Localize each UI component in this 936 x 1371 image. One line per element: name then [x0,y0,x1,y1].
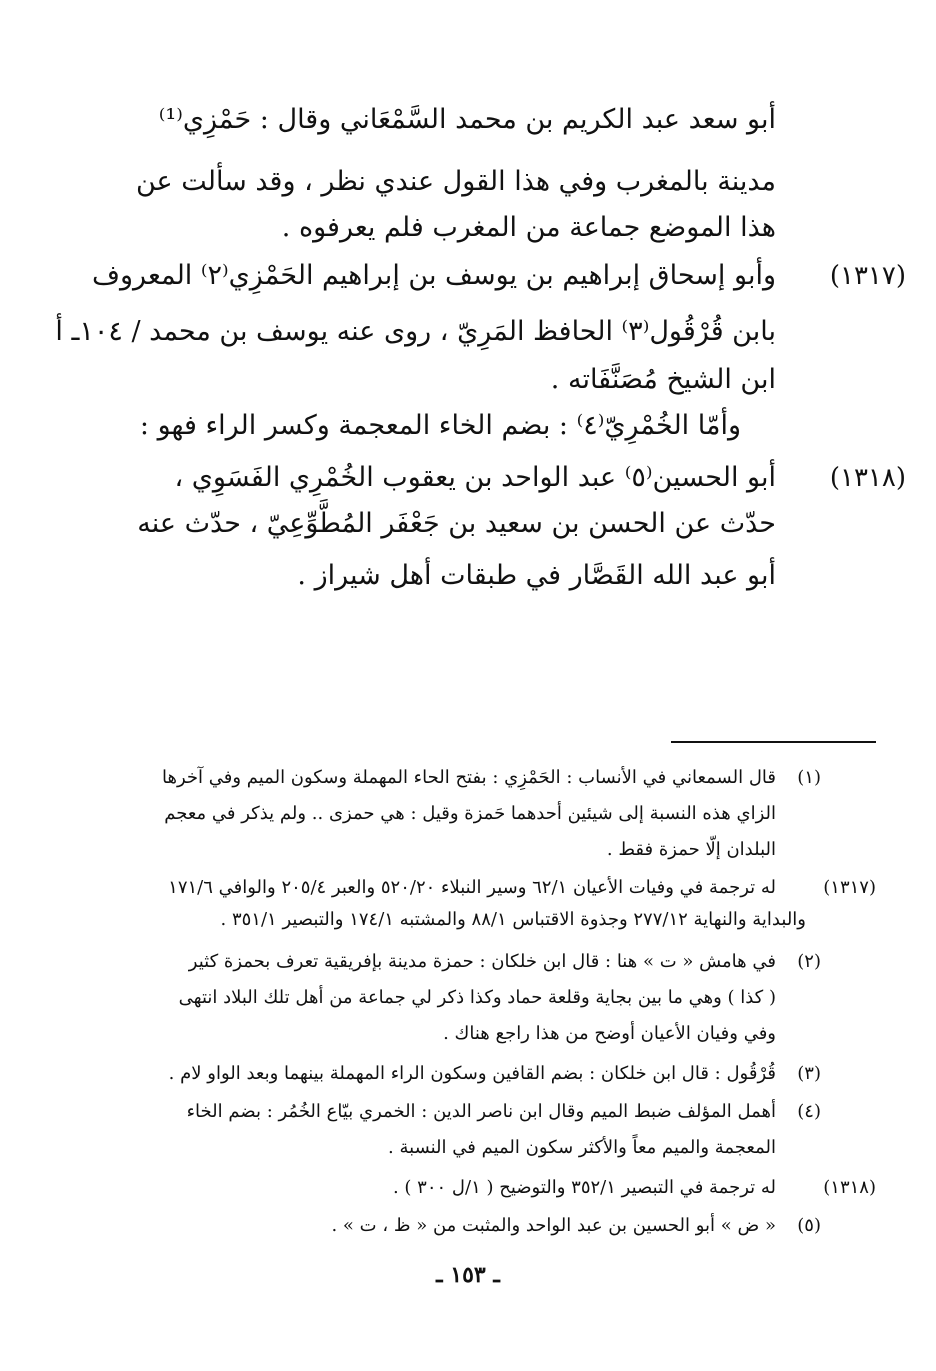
main-line-9: حدّث عن الحسن بن سعيد بن جَعْفَر المُطَّوِّعِيّ ، حدّث عنه [137,508,776,539]
footnote-line-13: « ض » أبو الحسين بن عبد الواحد والمثبت من « ظ ، ت » . [331,1215,776,1236]
footnote-line-1: قال السمعاني في الأنساب : الحَمْزِي : بفتح الحاء المهملة وسكون الميم وفي آخرها [161,767,776,788]
footnote-marker-4: (٤) [797,1101,821,1122]
entry-number-1317: (١٣١٧) [829,261,906,291]
footnote-separator [671,741,876,743]
footnote-marker-2: (٢) [797,951,821,972]
footnote-line-7: ( كذا ) وهي ما بين بجاية وقلعة حماد وكذا ذكر لي جماعة من أهل تلك البلاد انتهى [178,987,776,1008]
main-line-2: مدينة بالمغرب وفي هذا القول عندي نظر ، وقد سألت عن [135,166,776,197]
footnote-line-6: في هامش « ت » هنا : قال ابن خلكان : حمزة مدينة بإفريقية تعرف بحمزة كثير [188,951,776,972]
footnote-marker-1318: (١٣١٨) [823,1177,876,1198]
entry-number-1318: (١٣١٨) [829,463,906,493]
main-line-10: أبو عبد الله القَصَّار في طبقات أهل شيراز . [297,560,776,591]
footnote-marker-3: (٣) [797,1063,821,1084]
footnote-line-10: أهمل المؤلف ضبط الميم وقال ابن ناصر الدين : الخمري بيّاع الخُمُر : بضم الخاء [186,1101,776,1122]
footnote-line-2: الزاي هذه النسبة إلى شيئين أحدهما حَمزة وقيل : هي حمزى .. ولم يذكر في معجم [164,803,776,824]
footnote-line-4: له ترجمة في وفيات الأعيان ٦٢/١ وسير النبلاء ٥٢٠/٢٠ والعبر ٢٠٥/٤ والوافي ١٧١/٦ [168,877,776,898]
main-line-5: بابن قُرْقُول⁽٣⁾ الحافظ المَرِيّ ، روى عنه يوسف بن محمد / ١٠٤ـ أ [55,316,776,347]
main-line-4: وأبو إسحاق إبراهيم بن يوسف بن إبراهيم الحَمْزِي⁽٢⁾ المعروف [92,260,776,291]
footnote-line-5: والبداية والنهاية ٢٧٧/١٢ وجذوة الاقتباس ٨٨/١ والمشتبه ١٧٤/١ والتبصير ٣٥١/١ . [220,909,806,930]
main-line-3: هذا الموضع جماعة من المغرب فلم يعرفوه . [281,212,776,243]
footnote-line-3: البلدان إلّا حمزة فقط . [606,839,776,860]
footnote-line-8: وفي وفيان الأعيان أوضح من هذا راجع هناك . [443,1023,776,1044]
page-number: ـ ١٥٣ ـ [436,1262,500,1288]
main-line-8: أبو الحسين⁽٥⁾ عبد الواحد بن يعقوب الخُمْرِي الفَسَوِي ، [174,462,776,493]
footnote-line-9: قُرْقُول : قال ابن خلكان : بضم القافين وسكون الراء المهملة بينهما وبعد الواو لام . [168,1063,776,1084]
footnote-line-12: له ترجمة في التبصير ٣٥٢/١ والتوضيح ( ١/ل ٣٠٠ ) . [392,1177,776,1198]
main-line-7: وأمّا الخُمْرِيّ⁽٤⁾ : بضم الخاء المعجمة وكسر الراء فهو : [139,410,741,441]
footnote-marker-1317: (١٣١٧) [823,877,876,898]
footnote-marker-1: (١) [797,767,821,788]
footnote-marker-5: (٥) [797,1215,821,1236]
main-line-6: ابن الشيخ مُصَنَّفَاته . [550,364,776,395]
footnote-line-11: المعجمة والميم معاً والأكثر سكون الميم في النسبة . [388,1137,776,1158]
main-line-1: أبو سعد عبد الكريم بن محمد السَّمْعَاني وقال : حَمْزِي⁽¹⁾ [158,104,776,135]
